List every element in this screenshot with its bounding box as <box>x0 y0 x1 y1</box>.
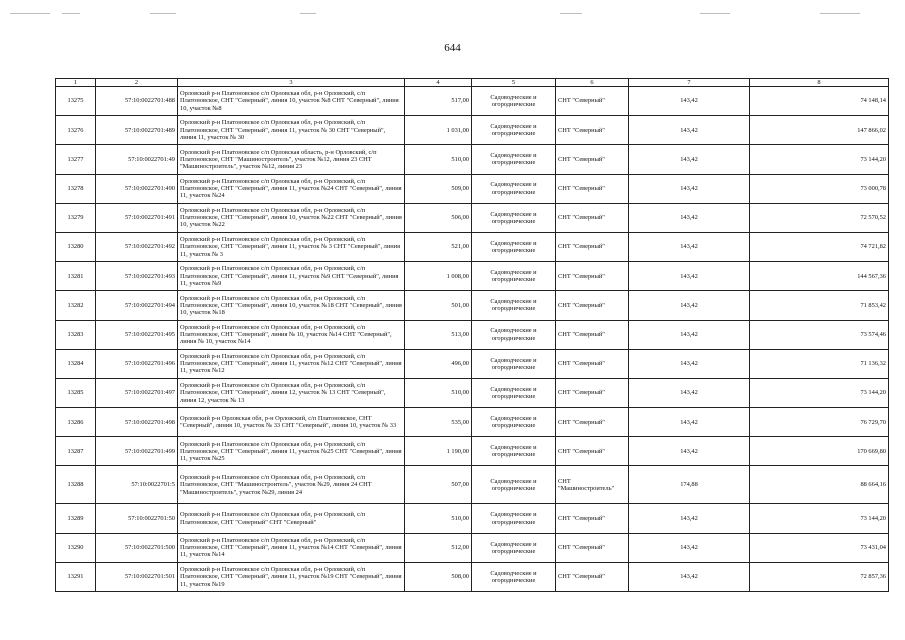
location-cell: СНТ "Северный" <box>556 320 629 349</box>
location-cell: СНТ "Северный" <box>556 349 629 378</box>
cadastral-number-cell: 57:10:0022701:496 <box>96 349 178 378</box>
table-row <box>56 349 889 378</box>
land-use-cell: Садоводческие и огороднические <box>472 437 556 466</box>
cadastral-number-cell: 57:10:0022701:489 <box>96 116 178 145</box>
area-cell: 508,00 <box>405 562 472 591</box>
table-row <box>56 437 889 466</box>
unit-price-cell: 143,42 <box>629 408 750 437</box>
area-cell: 510,00 <box>405 504 472 533</box>
row-number-cell: 13275 <box>56 87 96 116</box>
row-number-cell: 13289 <box>56 504 96 533</box>
cadastral-number-cell: 57:10:0022701:490 <box>96 174 178 203</box>
location-cell: СНТ "Северный" <box>556 533 629 562</box>
cadastral-value-cell: 72 857,36 <box>750 562 889 591</box>
land-use-cell: Садоводческие и огороднические <box>472 349 556 378</box>
address-cell: Орловский р-н Платоновское с/п Орловская область, р-н Орловский, с/п Платоновское, СНТ "Машиностроитель", участок №12, линия 23 СНТ "Машиностроитель", участок №12, линия 23 <box>178 145 405 174</box>
area-cell: 535,00 <box>405 408 472 437</box>
cadastral-value-cell: 73 000,78 <box>750 174 889 203</box>
cadastral-value-cell: 73 431,04 <box>750 533 889 562</box>
table-row <box>56 533 889 562</box>
cadastral-number-cell: 57:10:0022701:499 <box>96 437 178 466</box>
row-number-cell: 13276 <box>56 116 96 145</box>
area-cell: 510,00 <box>405 378 472 407</box>
unit-price-cell: 143,42 <box>629 232 750 261</box>
unit-price-cell: 143,42 <box>629 320 750 349</box>
cadastral-number-cell: 57:10:0022701:500 <box>96 533 178 562</box>
area-cell: 501,00 <box>405 291 472 320</box>
column-header: 7 <box>629 79 750 87</box>
unit-price-cell: 143,42 <box>629 291 750 320</box>
cadastral-value-cell: 147 866,02 <box>750 116 889 145</box>
cadastral-number-cell: 57:10:0022701:492 <box>96 232 178 261</box>
cadastral-value-cell: 73 144,20 <box>750 378 889 407</box>
address-cell: Орловский р-н Платоновское с/п Орловская обл, р-н Орловский, с/п Платоновское, СНТ "Северный", линия 11, участок №24 СНТ "Северный", линия 11, участок №24 <box>178 174 405 203</box>
cadastral-number-cell: 57:10:0022701:495 <box>96 320 178 349</box>
area-cell: 513,00 <box>405 320 472 349</box>
land-use-cell: Садоводческие и огороднические <box>472 466 556 504</box>
row-number-cell: 13284 <box>56 349 96 378</box>
location-cell: СНТ "Северный" <box>556 504 629 533</box>
unit-price-cell: 174,88 <box>629 466 750 504</box>
table-row <box>56 232 889 261</box>
address-cell: Орловский р-н Платоновское с/п Орловская обл, р-н Орловский, с/п Платоновское, СНТ "Северный", линия 11, участок №19 СНТ "Северный", линия 11, участок №19 <box>178 562 405 591</box>
page-number: 644 <box>444 42 461 54</box>
scan-artifact <box>0 8 905 22</box>
unit-price-cell: 143,42 <box>629 87 750 116</box>
cadastral-number-cell: 57:10:0022701:50 <box>96 504 178 533</box>
location-cell: СНТ "Северный" <box>556 262 629 291</box>
area-cell: 1 008,00 <box>405 262 472 291</box>
table-row <box>56 466 889 504</box>
location-cell: СНТ "Северный" <box>556 291 629 320</box>
location-cell: СНТ "Северный" <box>556 232 629 261</box>
unit-price-cell: 143,42 <box>629 145 750 174</box>
column-header: 8 <box>750 79 889 87</box>
location-cell: СНТ "Северный" <box>556 87 629 116</box>
land-use-cell: Садоводческие и огороднические <box>472 262 556 291</box>
land-use-cell: Садоводческие и огороднические <box>472 320 556 349</box>
cadastral-value-cell: 73 144,20 <box>750 145 889 174</box>
cadastral-number-cell: 57:10:0022701:498 <box>96 408 178 437</box>
address-cell: Орловский р-н Платоновское с/п Орловская обл, р-н Орловский, с/п Платоновское, СНТ "Северный", линия 10, участок №22 СНТ "Северный", линия 10, участок №22 <box>178 203 405 232</box>
unit-price-cell: 143,42 <box>629 203 750 232</box>
land-use-cell: Садоводческие и огороднические <box>472 408 556 437</box>
address-cell: Орловский р-н Платоновское с/п Орловская обл, р-н Орловский, с/п Платоновское, СНТ "Северный", линия 11, участок № 3 СНТ "Северный", линия 11, участок № 3 <box>178 232 405 261</box>
table-row <box>56 203 889 232</box>
column-header: 4 <box>405 79 472 87</box>
table-row <box>56 174 889 203</box>
location-cell: СНТ "Северный" <box>556 437 629 466</box>
address-cell: Орловский р-н Платоновское с/п Орловская обл, р-н Орловский, с/п Платоновское, СНТ "Северный", линия 11, участок №25 СНТ "Северный", линия 11, участок №25 <box>178 437 405 466</box>
unit-price-cell: 143,42 <box>629 533 750 562</box>
area-cell: 517,00 <box>405 87 472 116</box>
row-number-cell: 13277 <box>56 145 96 174</box>
location-cell: СНТ "Северный" <box>556 408 629 437</box>
location-cell: СНТ "Северный" <box>556 145 629 174</box>
land-use-cell: Садоводческие и огороднические <box>472 87 556 116</box>
cadastral-number-cell: 57:10:0022701:493 <box>96 262 178 291</box>
cadastral-value-cell: 144 567,36 <box>750 262 889 291</box>
row-number-cell: 13286 <box>56 408 96 437</box>
table-row <box>56 116 889 145</box>
row-number-cell: 13281 <box>56 262 96 291</box>
address-cell: Орловский р-н Платоновское с/п Орловская обл, р-н Орловский, с/п Платоновское, СНТ "Северный", линия 12, участок № 13 СНТ "Северный", линия 12, участок № 13 <box>178 378 405 407</box>
unit-price-cell: 143,42 <box>629 262 750 291</box>
land-use-cell: Садоводческие и огороднические <box>472 174 556 203</box>
area-cell: 512,00 <box>405 533 472 562</box>
address-cell: Орловский р-н Платоновское с/п Орловская обл, р-н Орловский, с/п Платоновское, СНТ "Северный", линия 10, участок №18 СНТ "Северный", линия 10, участок №18 <box>178 291 405 320</box>
table-row <box>56 145 889 174</box>
column-number-row <box>56 79 889 87</box>
area-cell: 509,00 <box>405 174 472 203</box>
column-header: 1 <box>56 79 96 87</box>
table-row <box>56 320 889 349</box>
land-use-cell: Садоводческие и огороднические <box>472 116 556 145</box>
cadastral-value-cell: 74 721,82 <box>750 232 889 261</box>
row-number-cell: 13290 <box>56 533 96 562</box>
unit-price-cell: 143,42 <box>629 504 750 533</box>
row-number-cell: 13287 <box>56 437 96 466</box>
table-row <box>56 262 889 291</box>
table-body <box>56 87 889 592</box>
area-cell: 507,00 <box>405 466 472 504</box>
row-number-cell: 13279 <box>56 203 96 232</box>
land-use-cell: Садоводческие и огороднические <box>472 145 556 174</box>
location-cell: СНТ "Северный" <box>556 203 629 232</box>
cadastral-value-cell: 71 136,32 <box>750 349 889 378</box>
address-cell: Орловский р-н Платоновское с/п Орловская обл, р-н Орловский, с/п Платоновское, СНТ "Северный", линия 10, участок №8 СНТ "Северный", линия 10, участок №8 <box>178 87 405 116</box>
land-use-cell: Садоводческие и огороднические <box>472 203 556 232</box>
land-use-cell: Садоводческие и огороднические <box>472 232 556 261</box>
address-cell: Орловский р-н Платоновское с/п Орловская обл, р-н Орловский, с/п Платоновское, СНТ "Северный", линия № 10, участок №14 СНТ "Северный", линия № 10, участок №14 <box>178 320 405 349</box>
row-number-cell: 13282 <box>56 291 96 320</box>
column-header: 2 <box>96 79 178 87</box>
location-cell: СНТ "Машиностроитель" <box>556 466 629 504</box>
table-row <box>56 291 889 320</box>
land-use-cell: Садоводческие и огороднические <box>472 378 556 407</box>
row-number-cell: 13291 <box>56 562 96 591</box>
area-cell: 510,00 <box>405 145 472 174</box>
table-row <box>56 408 889 437</box>
row-number-cell: 13283 <box>56 320 96 349</box>
area-cell: 506,00 <box>405 203 472 232</box>
location-cell: СНТ "Северный" <box>556 116 629 145</box>
cadastral-number-cell: 57:10:0022701:497 <box>96 378 178 407</box>
cadastral-value-cell: 170 669,80 <box>750 437 889 466</box>
cadastral-number-cell: 57:10:0022701:494 <box>96 291 178 320</box>
address-cell: Орловский р-н Платоновское с/п Орловская обл, р-н Орловский, с/п Платоновское, СНТ "Северный", линия 11, участок №12 СНТ "Северный", линия 11, участок №12 <box>178 349 405 378</box>
address-cell: Орловский р-н Платоновское с/п Орловская обл, р-н Орловский, с/п Платоновское, СНТ "Северный", линия 11, участок №14 СНТ "Северный", линия 11, участок №14 <box>178 533 405 562</box>
unit-price-cell: 143,42 <box>629 349 750 378</box>
area-cell: 1 190,00 <box>405 437 472 466</box>
cadastral-value-cell: 72 570,52 <box>750 203 889 232</box>
unit-price-cell: 143,42 <box>629 116 750 145</box>
column-header: 5 <box>472 79 556 87</box>
address-cell: Орловский р-н Платоновское с/п Орловская обл, р-н Орловский, с/п Платоновское, СНТ "Северный", линия 11, участок № 30 СНТ "Северный", линия 11, участок № 30 <box>178 116 405 145</box>
cadastral-number-cell: 57:10:0022701:491 <box>96 203 178 232</box>
row-number-cell: 13285 <box>56 378 96 407</box>
location-cell: СНТ "Северный" <box>556 174 629 203</box>
land-use-cell: Садоводческие и огороднические <box>472 533 556 562</box>
cadastral-value-cell: 74 148,14 <box>750 87 889 116</box>
table-row <box>56 87 889 116</box>
cadastral-value-cell: 88 664,16 <box>750 466 889 504</box>
address-cell: Орловский р-н Орловская обл, р-н Орловский, с/п Платоновское, СНТ "Северный", линия 10, участок № 33 СНТ "Северный", линия 10, участок № 33 <box>178 408 405 437</box>
address-cell: Орловский р-н Платоновское с/п Орловская обл, р-н Орловский, с/п Платоновское, СНТ "Северный", линия 11, участок №9 СНТ "Северный", линия 11, участок №9 <box>178 262 405 291</box>
cadastral-number-cell: 57:10:0022701:488 <box>96 87 178 116</box>
table-row <box>56 504 889 533</box>
address-cell: Орловский р-н Платоновское с/п Орловская обл, р-н Орловский, с/п Платоновское, СНТ "Машиностроитель", участок №29, линия 24 СНТ "Машиностроитель", участок №29, линия 24 <box>178 466 405 504</box>
table-row <box>56 378 889 407</box>
cadastral-value-cell: 76 729,70 <box>750 408 889 437</box>
cadastral-value-cell: 71 853,42 <box>750 291 889 320</box>
cadastral-number-cell: 57:10:0022701:501 <box>96 562 178 591</box>
cadastral-value-cell: 73 144,20 <box>750 504 889 533</box>
unit-price-cell: 143,42 <box>629 378 750 407</box>
location-cell: СНТ "Северный" <box>556 378 629 407</box>
land-registry-table <box>55 78 889 592</box>
address-cell: Орловский р-н Платоновское с/п Орловская обл, р-н Орловский, с/п Платоновское, СНТ "Северный" СНТ "Северный" <box>178 504 405 533</box>
row-number-cell: 13278 <box>56 174 96 203</box>
column-header: 3 <box>178 79 405 87</box>
cadastral-value-cell: 73 574,46 <box>750 320 889 349</box>
table-row <box>56 562 889 591</box>
area-cell: 496,00 <box>405 349 472 378</box>
unit-price-cell: 143,42 <box>629 174 750 203</box>
land-use-cell: Садоводческие и огороднические <box>472 291 556 320</box>
land-use-cell: Садоводческие и огороднические <box>472 562 556 591</box>
row-number-cell: 13288 <box>56 466 96 504</box>
area-cell: 521,00 <box>405 232 472 261</box>
cadastral-number-cell: 57:10:0022701:5 <box>96 466 178 504</box>
row-number-cell: 13280 <box>56 232 96 261</box>
unit-price-cell: 143,42 <box>629 437 750 466</box>
cadastral-number-cell: 57:10:0022701:49 <box>96 145 178 174</box>
unit-price-cell: 143,42 <box>629 562 750 591</box>
area-cell: 1 031,00 <box>405 116 472 145</box>
column-header: 6 <box>556 79 629 87</box>
location-cell: СНТ "Северный" <box>556 562 629 591</box>
land-use-cell: Садоводческие и огороднические <box>472 504 556 533</box>
